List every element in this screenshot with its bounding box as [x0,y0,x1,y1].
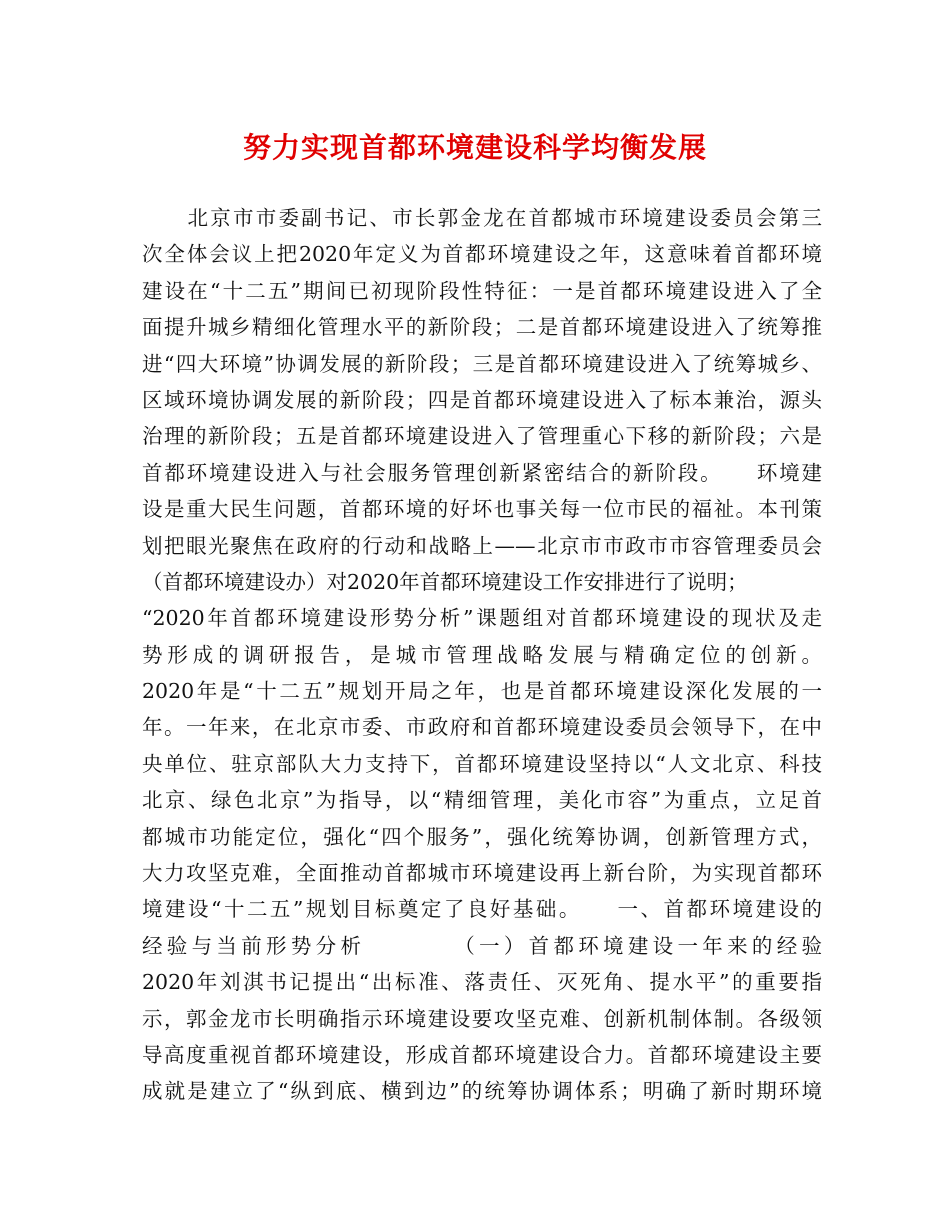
document-title: 努力实现首都环境建设科学均衡发展 [242,131,707,164]
body-line: 境建设“十二五”规划目标奠定了良好基础。 一、首都环境建设的 [142,897,822,922]
body-line: 2020年刘淇书记提出“出标准、落责任、灭死角、提水平”的重要指 [142,970,822,995]
body-line: “2020年首都环境建设形势分析”课题组对首都环境建设的现状及走 [142,606,822,631]
body-line: 进“四大环境”协调发展的新阶段；三是首都环境建设进入了统筹城乡、 [142,351,822,376]
body-line: 北京、绿色北京”为指导，以“精细管理，美化市容”为重点，立足首 [142,788,822,813]
body-line: 大力攻坚克难，全面推动首都城市环境建设再上新台阶，为实现首都环 [142,861,822,886]
body-line: 示，郭金龙市长明确指示环境建设要攻坚克难、创新机制体制。各级领 [142,1006,822,1031]
body-line: 区域环境协调发展的新阶段；四是首都环境建设进入了标本兼治，源头 [142,387,822,412]
body-line: 导高度重视首都环境建设，形成首都环境建设合力。首都环境建设主要 [142,1042,822,1067]
body-line: （首都环境建设办）对2020年首都环境建设工作安排进行了说明； [142,569,748,594]
body-line: 治理的新阶段；五是首都环境建设进入了管理重心下移的新阶段；六是 [142,424,822,449]
body-line: 设是重大民生问题，首都环境的好坏也事关每一位市民的福祉。本刊策 [142,497,822,522]
body-line: 划把眼光聚焦在政府的行动和战略上——北京市市政市市容管理委员会 [142,533,822,558]
body-line: 成就是建立了“纵到底、横到边”的统筹协调体系；明确了新时期环境 [142,1079,822,1104]
body-line: 北京市市委副书记、市长郭金龙在首都城市环境建设委员会第三 [142,206,822,230]
body-line: 建设在“十二五”期间已初现阶段性特征：一是首都环境建设进入了全 [142,278,822,303]
body-line: 次全体会议上把2020年定义为首都环境建设之年，这意味着首都环境 [142,242,822,267]
body-line: 首都环境建设进入与社会服务管理创新紧密结合的新阶段。 环境建 [142,460,822,485]
body-line: 势形成的调研报告，是城市管理战略发展与精确定位的创新。 [142,642,822,667]
body-line: 都城市功能定位，强化“四个服务”，强化统筹协调，创新管理方式， [142,824,822,849]
body-line: 2020年是“十二五”规划开局之年，也是首都环境建设深化发展的一 [142,679,822,704]
document-body [142,200,822,1110]
body-line: 央单位、驻京部队大力支持下，首都环境建设坚持以“人文北京、科技 [142,751,822,776]
body-line: 年。一年来，在北京市委、市政府和首都环境建设委员会领导下，在中 [142,715,822,740]
body-line: 经验与当前形势分析 （一）首都环境建设一年来的经验 [142,933,822,958]
body-line: 面提升城乡精细化管理水平的新阶段；二是首都环境建设进入了统筹推 [142,315,822,340]
